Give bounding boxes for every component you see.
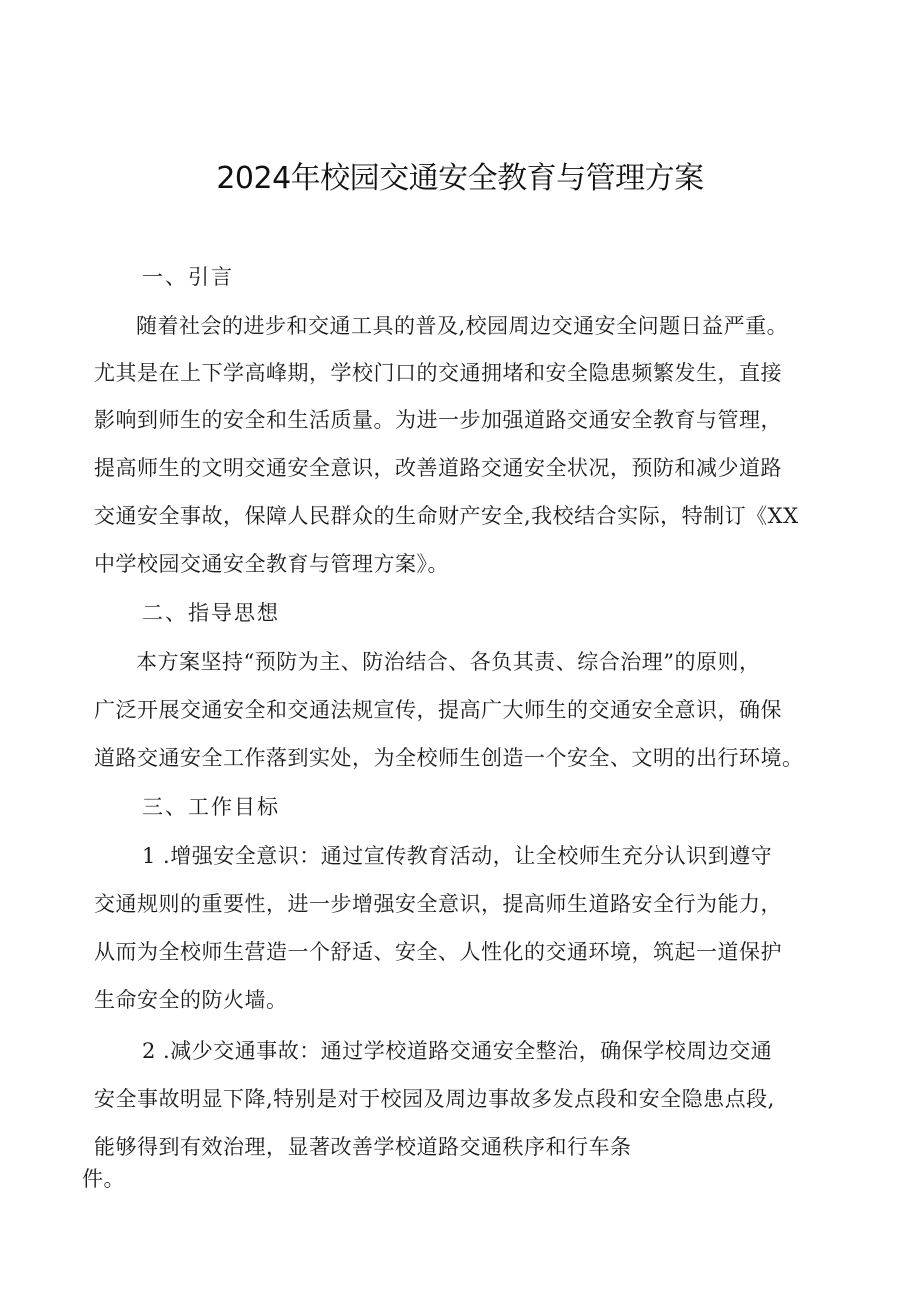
paragraph-line: 道路交通安全工作落到实处，为全校师生创造一个安全、文明的出行环境。 — [94, 746, 804, 770]
list-item-line: 生命安全的防火墙。 — [94, 988, 288, 1012]
section-heading-guiding-ideology: 二、指导思想 — [142, 601, 280, 625]
document-title: 2024年校园交通安全教育与管理方案 — [216, 161, 704, 196]
paragraph-line: 中学校园交通安全教育与管理方案》。 — [94, 552, 449, 576]
list-item-line: 能够得到有效治理，显著改善学校道路交通秩序和行车条 — [94, 1135, 632, 1159]
list-item-line: 2 .减少交通事故：通过学校道路交通安全整治，确保学校周边交通 — [142, 1039, 773, 1063]
list-item-line: 从而为全校师生营造一个舒适、安全、人性化的交通环境，筑起一道保护 — [94, 940, 782, 964]
paragraph-line: 本方案坚持“预防为主、防治结合、各负其责、综合治理”的原则， — [136, 650, 761, 674]
paragraph-line: 随着社会的进步和交通工具的普及,校园周边交通安全问题日益严重。 — [136, 314, 789, 338]
list-item-line: 安全事故明显下降,特别是对于校园及周边事故多发点段和安全隐患点段, — [94, 1087, 775, 1111]
paragraph-line: 广泛开展交通安全和交通法规宣传，提高广大师生的交通安全意识，确保 — [94, 698, 782, 722]
list-item-line: 件。 — [82, 1167, 125, 1191]
paragraph-line: 尤其是在上下学高峰期，学校门口的交通拥堵和安全隐患频繁发生，直接 — [94, 361, 782, 385]
section-heading-introduction: 一、引言 — [142, 265, 234, 289]
paragraph-line: 提高师生的文明交通安全意识，改善道路交通安全状况，预防和减少道路 — [94, 456, 782, 480]
paragraph-line: 交通安全事故，保障人民群众的生命财产安全,我校结合实际，特制订《XX — [94, 504, 799, 528]
section-heading-work-goals: 三、工作目标 — [142, 795, 280, 819]
list-item-line: 1 .增强安全意识：通过宣传教育活动，让全校师生充分认识到遵守 — [142, 844, 773, 868]
paragraph-line: 影响到师生的安全和生活质量。为进一步加强道路交通安全教育与管理， — [94, 408, 782, 432]
list-item-line: 交通规则的重要性，进一步增强安全意识，提高师生道路安全行为能力， — [94, 892, 782, 916]
